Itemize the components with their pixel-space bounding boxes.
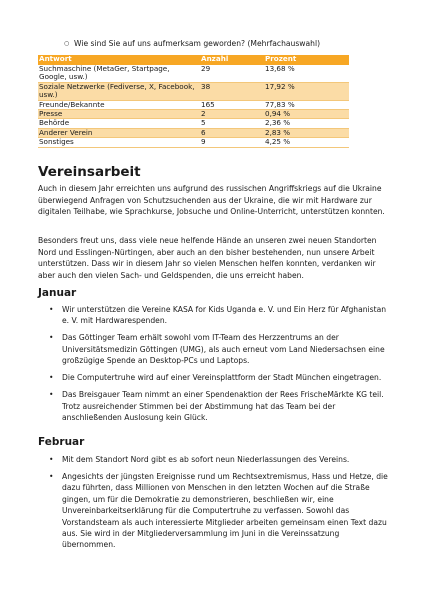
cell-percent: 2,83 % bbox=[264, 128, 349, 137]
table-row bbox=[38, 138, 349, 147]
table-row bbox=[38, 82, 349, 100]
februar-list bbox=[38, 454, 388, 556]
bullet-icon: • bbox=[49, 373, 54, 383]
cell-count: 38 bbox=[200, 82, 264, 100]
circle-bullet-icon: ○ bbox=[64, 40, 70, 47]
cell-count: 165 bbox=[200, 100, 264, 109]
list-item bbox=[38, 304, 388, 327]
intro-paragraph: Auch in diesem Jahr erreichten uns aufgrund des russischen Angriffskriegs auf die Ukraine überwiegend Anfragen von Schutzsuchenden aus der Ukraine, die wir mit Hardware zur digitalen Teilhabe, wie Sprachkurse, Jobsuche und Online-Unterricht, unterstützen konnten. bbox=[38, 184, 385, 217]
survey-question-text: Wie sind Sie auf uns aufmerksam geworden? (Mehrfachauswahl) bbox=[74, 39, 321, 48]
survey-question bbox=[64, 39, 320, 48]
list-item bbox=[38, 389, 388, 423]
cell-answer: Presse bbox=[38, 110, 200, 119]
section-title: Vereinsarbeit bbox=[38, 164, 141, 180]
cell-count: 5 bbox=[200, 119, 264, 128]
cell-percent: 2,36 % bbox=[264, 119, 349, 128]
bullet-icon: • bbox=[49, 455, 54, 464]
header-answer: Antwort bbox=[38, 55, 200, 65]
list-item-text: Angesichts der jüngsten Ereignisse rund um Rechtsextremismus, Hass und Hetze, die dazu führten, dass Millionen von Menschen in den letzten Wochen auf die Straße gingen, um für die Demokratie zu demonstrieren, beschließen wir, eine Unvereinbarkeitserklärung für die Computertruhe zu verfassen. Sowohl das Vorstandsteam als auch interessierte Mitglieder arbeiten gemeinsam einen Text dazu aus. Sie wird in der Mitgliederversammlung im Juni in die Vereinssatzung übernommen. bbox=[62, 472, 388, 550]
cell-answer: Suchmaschine (MetaGer, Startpage, Google, usw.) bbox=[38, 65, 200, 82]
list-item bbox=[38, 372, 388, 383]
list-item-text: Das Breisgauer Team nimmt an einer Spendenaktion der Rees FrischeMärkte KG teil. Trotz ausreichender Stimmen bei der Abstimmung hat das Team bei der anschließenden Auslosung kein Glück. bbox=[62, 390, 384, 423]
cell-answer: Soziale Netzwerke (Fediverse, X, Facebook, usw.) bbox=[38, 82, 200, 100]
table-row bbox=[38, 65, 349, 82]
month-heading-februar: Februar bbox=[38, 436, 85, 448]
list-item-text: Mit dem Standort Nord gibt es ab sofort neun Niederlassungen des Vereins. bbox=[62, 455, 350, 464]
list-item bbox=[38, 454, 388, 465]
survey-table bbox=[38, 55, 349, 148]
cell-percent: 4,25 % bbox=[264, 138, 349, 147]
table-row bbox=[38, 100, 349, 109]
month-heading-januar: Januar bbox=[38, 287, 77, 299]
list-item-text: Die Computertruhe wird auf einer Vereinsplattform der Stadt München eingetragen. bbox=[62, 373, 382, 383]
cell-count: 6 bbox=[200, 128, 264, 137]
list-item-text: Wir unterstützen die Vereine KASA for Kids Uganda e. V. und Ein Herz für Afghanistan e. V. mit Hardwarespenden. bbox=[62, 305, 387, 326]
table-row bbox=[38, 110, 349, 119]
bullet-icon: • bbox=[49, 472, 54, 481]
bullet-icon: • bbox=[49, 333, 54, 343]
cell-answer: Freunde/Bekannte bbox=[38, 100, 200, 109]
table-row bbox=[38, 128, 349, 137]
list-item bbox=[38, 332, 388, 366]
cell-answer: Behörde bbox=[38, 119, 200, 128]
intro-paragraph: Besonders freut uns, dass viele neue helfende Hände an unseren zwei neuen Standorten Nord und Esslingen-Nürtingen, aber auch an den bisher bestehenden, nun unsere Arbeit unterstützen. Dass wir in diesem Jahr so vielen Menschen helfen konnten, verdanken wir aber auch den vielen Sach- und Geldspenden, die uns erreicht haben. bbox=[38, 236, 377, 280]
cell-count: 9 bbox=[200, 138, 264, 147]
cell-answer: Anderer Verein bbox=[38, 128, 200, 137]
header-percent: Prozent bbox=[264, 55, 349, 65]
cell-percent: 0,94 % bbox=[264, 110, 349, 119]
cell-count: 29 bbox=[200, 65, 264, 82]
bullet-icon: • bbox=[49, 390, 54, 400]
cell-percent: 13,68 % bbox=[264, 65, 349, 82]
cell-percent: 17,92 % bbox=[264, 82, 349, 100]
list-item-text: Das Göttinger Team erhält sowohl vom IT-Team des Herzzentrums an der Universitätsmedizin Göttingen (UMG), als auch erneut vom Land Niedersachsen eine großzügige Spende an Desktop-PCs und Laptops. bbox=[62, 333, 385, 366]
bullet-icon: • bbox=[49, 305, 54, 314]
header-count: Anzahl bbox=[200, 55, 264, 65]
table-row bbox=[38, 119, 349, 128]
list-item bbox=[38, 471, 388, 551]
cell-answer: Sonstiges bbox=[38, 138, 200, 147]
januar-list bbox=[38, 304, 388, 429]
cell-percent: 77,83 % bbox=[264, 100, 349, 109]
cell-count: 2 bbox=[200, 110, 264, 119]
